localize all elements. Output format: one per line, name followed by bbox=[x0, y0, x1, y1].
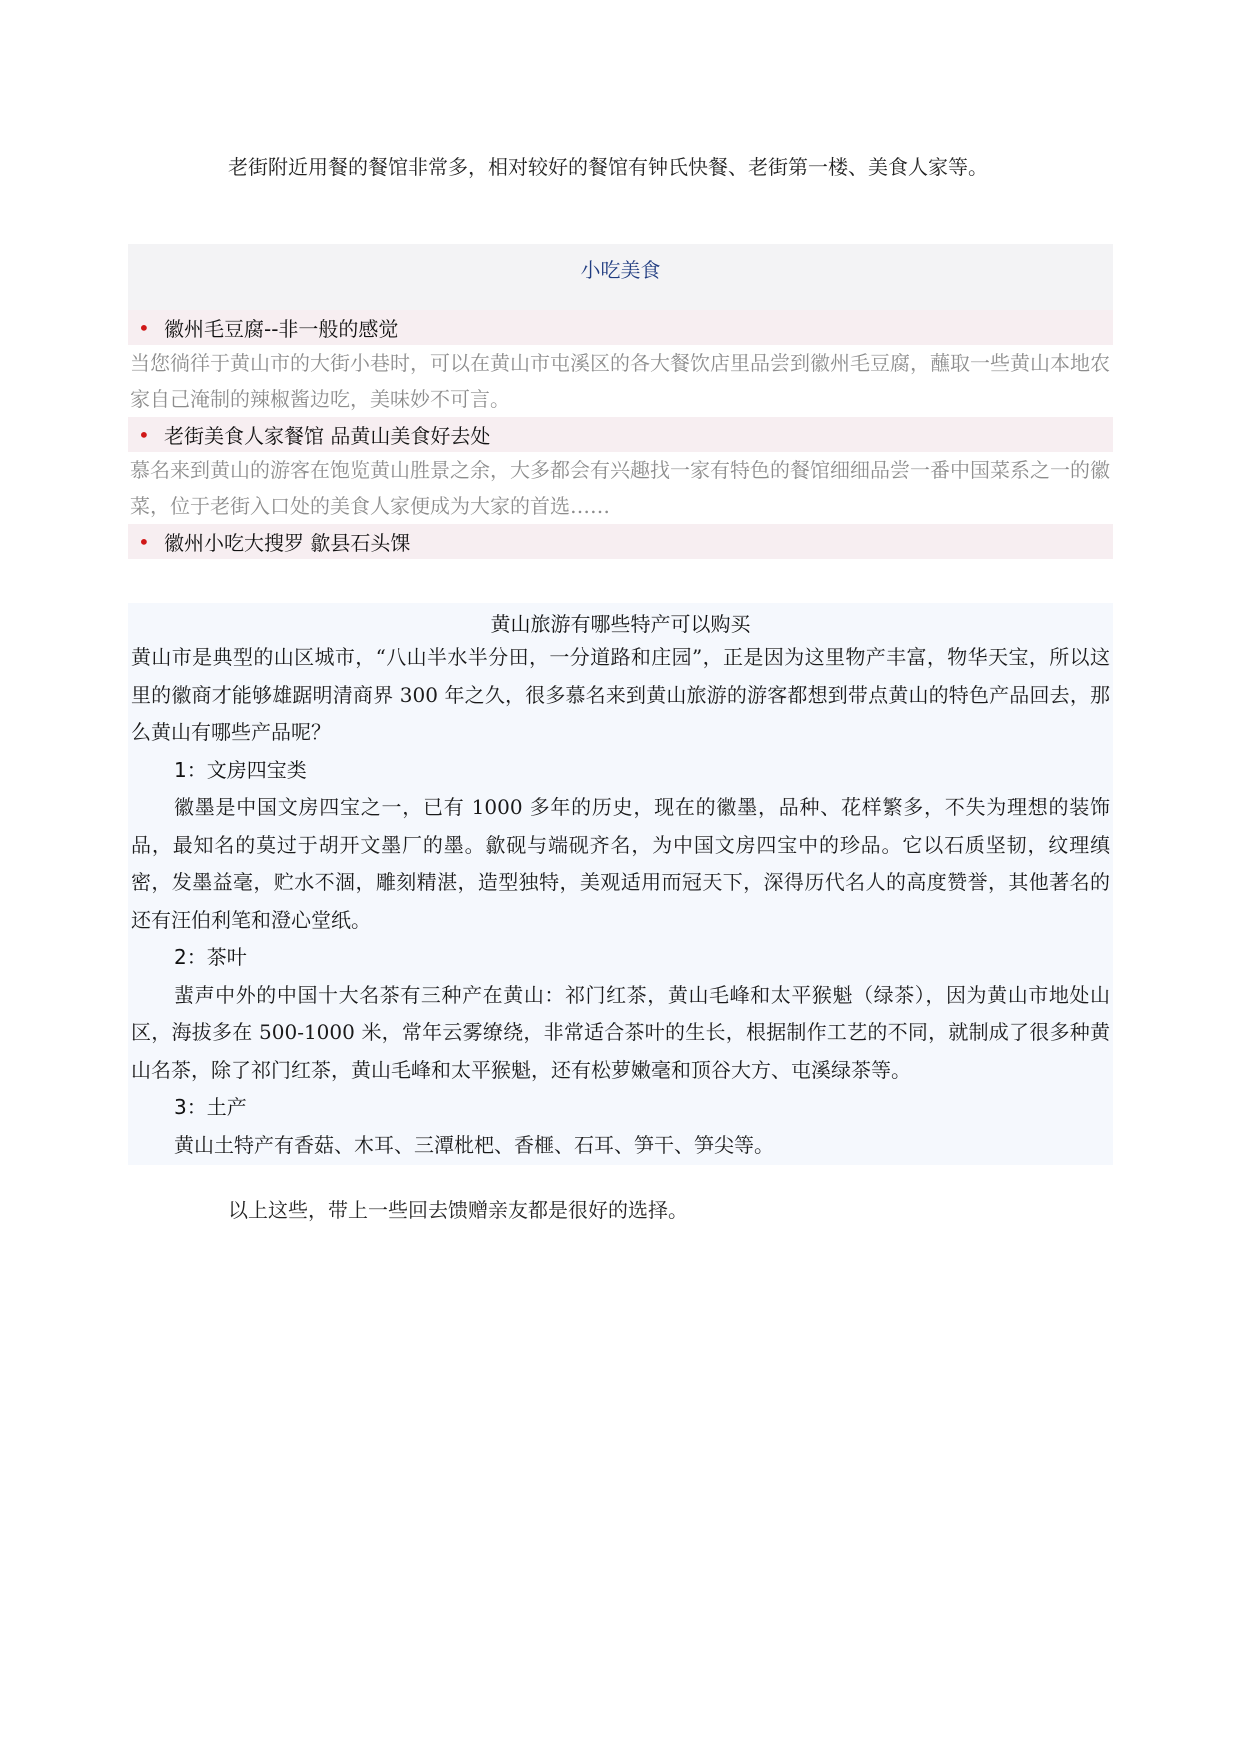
snacks-title: 小吃美食 bbox=[580, 258, 661, 282]
intro-paragraph: 老街附近用餐的餐馆非常多，相对较好的餐馆有钟氏快餐、老街第一楼、美食人家等。 bbox=[228, 155, 988, 179]
specialty-body-local-products: 黄山土特产有香菇、木耳、三潭枇杷、香榧、石耳、笋干、笋尖等。 bbox=[174, 1132, 774, 1157]
bullet-icon: • bbox=[138, 315, 150, 340]
specialty-intro: 黄山市是典型的山区城市，“八山半水半分田，一分道路和庄园”，正是因为这里物产丰富，物华天宝，所以这里的徽商才能够雄踞明清商界 300 年之久，很多慕名来到黄山旅游的游客都想到带点黄山的特色产品回去，那么黄山有哪些产品呢？ bbox=[131, 645, 1110, 744]
snack-item-1-header[interactable] bbox=[128, 310, 1113, 345]
snack-item-2-title[interactable]: 老街美食人家餐馆 品黄山美食好去处 bbox=[164, 424, 491, 448]
specialty-title: 黄山旅游有哪些特产可以购买 bbox=[490, 612, 751, 636]
specialty-heading-stationery: 1：文房四宝类 bbox=[174, 757, 307, 782]
closing-paragraph: 以上这些，带上一些回去馈赠亲友都是很好的选择。 bbox=[228, 1198, 688, 1222]
specialty-body-stationery: 徽墨是中国文房四宝之一，已有 1000 多年的历史，现在的徽墨，品种、花样繁多，不失为理想的装饰品，最知名的莫过于胡开文墨厂的墨。歙砚与端砚齐名，为中国文房四宝中的珍品。它以石质坚韧，纹理缜密，发墨益毫，贮水不涸，雕刻精湛，造型独特，美观适用而冠天下，深得历代名人的高度赞誉，其他著名的还有汪伯利笔和澄心堂纸。 bbox=[131, 795, 1110, 932]
snacks-section bbox=[128, 244, 1113, 559]
specialty-section bbox=[128, 603, 1113, 1165]
bullet-icon: • bbox=[138, 422, 150, 447]
specialty-heading-local-products: 3：土产 bbox=[174, 1095, 247, 1119]
specialty-heading-tea: 2：茶叶 bbox=[174, 945, 247, 969]
snack-item-2-desc: 慕名来到黄山的游客在饱览黄山胜景之余，大多都会有兴趣找一家有特色的餐馆细细品尝一番中国菜系之一的徽菜，位于老街入口处的美食人家便成为大家的首选…… bbox=[130, 458, 1110, 518]
snack-item-2-header[interactable] bbox=[128, 417, 1113, 452]
snack-item-1-title[interactable]: 徽州毛豆腐--非一般的感觉 bbox=[164, 317, 399, 341]
snack-item-3-title[interactable]: 徽州小吃大搜罗 歙县石头馃 bbox=[164, 531, 411, 555]
snack-item-1-desc: 当您徜徉于黄山市的大街小巷时，可以在黄山市屯溪区的各大餐饮店里品尝到徽州毛豆腐，蘸取一些黄山本地农家自己淹制的辣椒酱边吃，美味妙不可言。 bbox=[130, 351, 1110, 411]
snacks-title-bar bbox=[128, 244, 1113, 310]
specialty-body-tea: 蜚声中外的中国十大名茶有三种产在黄山：祁门红茶，黄山毛峰和太平猴魁（绿茶），因为黄山市地处山区，海拔多在 500-1000 米，常年云雾缭绕，非常适合茶叶的生长，根据制作工艺的不同，就制成了很多种黄山名茶，除了祁门红茶，黄山毛峰和太平猴魁，还有松萝嫩毫和顶谷大方、屯溪绿茶等。 bbox=[131, 982, 1110, 1082]
snack-item-3-header[interactable] bbox=[128, 524, 1113, 559]
bullet-icon: • bbox=[138, 529, 150, 554]
